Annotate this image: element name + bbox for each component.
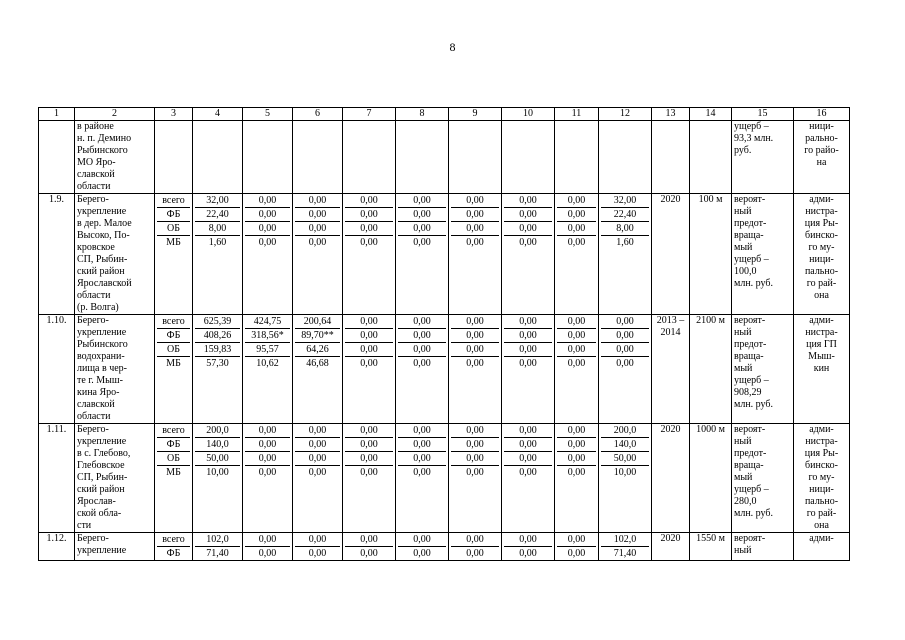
amount-cell (293, 533, 343, 561)
amount-value: 0,00 (398, 424, 446, 438)
amount-value: 0,00 (398, 208, 446, 222)
years: 2013 – 2014 (652, 315, 690, 424)
amount-value: 0,00 (504, 438, 552, 452)
amount-cell (343, 533, 396, 561)
header-cell: 1 (39, 108, 75, 121)
amount-value: 0,00 (504, 452, 552, 466)
amount-value: 22,40 (601, 208, 649, 222)
source-label: всего (157, 315, 190, 329)
amount-value: 0,00 (519, 467, 537, 478)
table-cell (396, 121, 449, 194)
source-label: ФБ (166, 548, 181, 559)
header-cell: 8 (396, 108, 449, 121)
amount-value: 0,00 (451, 329, 499, 343)
amount-value: 0,00 (245, 222, 290, 236)
amount-value: 0,00 (451, 438, 499, 452)
table-cell (555, 121, 599, 194)
amount-value: 0,00 (504, 533, 552, 547)
amount-cell (555, 424, 599, 533)
amount-value: 0,00 (451, 315, 499, 329)
amount-value: 0,00 (398, 533, 446, 547)
amount-value: 0,00 (451, 452, 499, 466)
amount-value: 0,00 (451, 194, 499, 208)
amount-value: 0,00 (504, 424, 552, 438)
table-cell (193, 121, 243, 194)
amount-value: 0,00 (504, 329, 552, 343)
amount-value: 0,00 (398, 329, 446, 343)
program-table (38, 107, 850, 561)
header-cell: 16 (794, 108, 850, 121)
amount-cell (449, 315, 502, 424)
amount-value: 50,00 (601, 452, 649, 466)
amount-value: 64,26 (295, 343, 340, 357)
amount-value: 0,00 (345, 438, 393, 452)
amount-cell (243, 424, 293, 533)
amount-value: 0,00 (345, 315, 393, 329)
amount-value: 0,00 (245, 533, 290, 547)
amount-cell (343, 315, 396, 424)
amount-cell (343, 424, 396, 533)
amount-value: 0,00 (413, 358, 431, 369)
source-label: ОБ (157, 222, 190, 236)
object-name: Берего- укрепление в дер. Малое Высоко, По- кровское СП, Рыбин- ский район Ярославской области (р. Волга) (75, 194, 155, 315)
amount-value: 10,62 (256, 358, 279, 369)
amount-value: 0,00 (557, 424, 596, 438)
header-cell: 3 (155, 108, 193, 121)
funding-sources (155, 315, 193, 424)
amount-value: 0,00 (519, 237, 537, 248)
amount-value: 0,00 (504, 208, 552, 222)
source-label: МБ (166, 467, 181, 478)
amount-value: 140,0 (195, 438, 240, 452)
header-cell: 12 (599, 108, 652, 121)
source-label: всего (157, 194, 190, 208)
amount-value: 0,00 (504, 222, 552, 236)
amount-value: 0,00 (451, 533, 499, 547)
header-cell: 14 (690, 108, 732, 121)
amount-value: 95,57 (245, 343, 290, 357)
funding-sources (155, 533, 193, 561)
amount-value: 424,75 (245, 315, 290, 329)
source-label: МБ (166, 358, 181, 369)
amount-value: 0,00 (345, 222, 393, 236)
header-cell: 15 (732, 108, 794, 121)
amount-value: 0,00 (557, 329, 596, 343)
amount-value: 0,00 (345, 194, 393, 208)
object-name: Берего- укрепление (75, 533, 155, 561)
amount-value: 57,30 (206, 358, 229, 369)
source-label: ФБ (157, 329, 190, 343)
amount-value: 0,00 (308, 467, 327, 478)
amount-value: 0,00 (466, 548, 484, 559)
table-row (39, 424, 850, 533)
row-number: 1.11. (39, 424, 75, 533)
amount-value: 0,00 (245, 194, 290, 208)
amount-cell (396, 315, 449, 424)
amount-value: 0,00 (258, 548, 277, 559)
amount-cell (293, 194, 343, 315)
amount-value: 0,00 (295, 438, 340, 452)
source-label: МБ (166, 237, 181, 248)
table-cell (690, 121, 732, 194)
amount-value: 1,60 (616, 237, 634, 248)
amount-value: 0,00 (557, 452, 596, 466)
source-label: всего (157, 533, 190, 547)
table-cell: в районе н. п. Демино Рыбинского МО Яро- славской области (75, 121, 155, 194)
header-cell: 2 (75, 108, 155, 121)
amount-value: 0,00 (557, 208, 596, 222)
amount-cell (193, 533, 243, 561)
amount-cell (555, 315, 599, 424)
amount-value: 0,00 (345, 208, 393, 222)
amount-value: 0,00 (413, 467, 431, 478)
table-row (39, 194, 850, 315)
source-label: всего (157, 424, 190, 438)
table-cell (599, 121, 652, 194)
amount-value: 0,00 (466, 358, 484, 369)
executor: адми- нистра- ция Ры- бинско- го му- ници- пально- го рай- она (794, 194, 850, 315)
header-cell: 5 (243, 108, 293, 121)
amount-value: 0,00 (567, 358, 586, 369)
row-number: 1.12. (39, 533, 75, 561)
row-number: 1.9. (39, 194, 75, 315)
amount-value: 0,00 (557, 343, 596, 357)
amount-value: 10,00 (206, 467, 229, 478)
amount-value: 0,00 (601, 343, 649, 357)
header-cell: 9 (449, 108, 502, 121)
amount-value: 0,00 (295, 222, 340, 236)
amount-cell (396, 424, 449, 533)
amount-cell (555, 194, 599, 315)
header-cell: 6 (293, 108, 343, 121)
amount-cell (193, 315, 243, 424)
amount-value: 0,00 (451, 208, 499, 222)
source-label: ОБ (157, 452, 190, 466)
damage-note: вероят- ный предот- враща- мый ущерб – 280,0 млн. руб. (732, 424, 794, 533)
amount-value: 32,00 (195, 194, 240, 208)
amount-value: 0,00 (557, 315, 596, 329)
table-cell: ущерб – 93,3 млн. руб. (732, 121, 794, 194)
table-cell (652, 121, 690, 194)
amount-value: 0,00 (398, 315, 446, 329)
damage-note: вероят- ный (732, 533, 794, 561)
amount-value: 0,00 (616, 358, 634, 369)
amount-value: 0,00 (345, 424, 393, 438)
funding-sources (155, 424, 193, 533)
amount-value: 0,00 (466, 237, 484, 248)
table-cell (343, 121, 396, 194)
amount-value: 89,70** (295, 329, 340, 343)
amount-value: 0,00 (360, 237, 378, 248)
amount-value: 0,00 (451, 424, 499, 438)
amount-value: 0,00 (451, 222, 499, 236)
amount-cell (599, 424, 652, 533)
amount-value: 0,00 (360, 467, 378, 478)
amount-value: 140,0 (601, 438, 649, 452)
amount-value: 0,00 (345, 452, 393, 466)
amount-value: 0,00 (413, 237, 431, 248)
executor: адми- нистра- ция ГП Мыш- кин (794, 315, 850, 424)
table-cell (243, 121, 293, 194)
damage-note: вероят- ный предот- враща- мый ущерб – 908,29 млн. руб. (732, 315, 794, 424)
amount-value: 0,00 (398, 194, 446, 208)
years: 2020 (652, 424, 690, 533)
table-row (39, 533, 850, 561)
amount-value: 408,26 (195, 329, 240, 343)
amount-cell (502, 424, 555, 533)
amount-value: 0,00 (398, 343, 446, 357)
amount-cell (193, 424, 243, 533)
amount-value: 0,00 (295, 208, 340, 222)
amount-value: 102,0 (195, 533, 240, 547)
amount-value: 200,64 (295, 315, 340, 329)
object-name: Берего- укрепление Рыбинского водохрани- лища в чер- те г. Мыш- кина Яро- славской области (75, 315, 155, 424)
amount-cell (293, 315, 343, 424)
amount-value: 0,00 (345, 329, 393, 343)
amount-value: 0,00 (557, 438, 596, 452)
row-number: 1.10. (39, 315, 75, 424)
amount-cell (193, 194, 243, 315)
amount-cell (599, 194, 652, 315)
amount-cell (599, 533, 652, 561)
funding-sources (155, 194, 193, 315)
amount-value: 0,00 (245, 208, 290, 222)
amount-value: 0,00 (567, 548, 586, 559)
amount-value: 0,00 (601, 329, 649, 343)
amount-value: 32,00 (601, 194, 649, 208)
amount-value: 0,00 (519, 358, 537, 369)
amount-value: 0,00 (245, 452, 290, 466)
amount-value: 8,00 (601, 222, 649, 236)
amount-value: 46,68 (306, 358, 329, 369)
table-row (39, 121, 850, 194)
executor: адми- (794, 533, 850, 561)
amount-value: 71,40 (206, 548, 229, 559)
amount-cell (243, 315, 293, 424)
amount-value: 625,39 (195, 315, 240, 329)
amount-value: 0,00 (360, 548, 378, 559)
source-label: ОБ (157, 343, 190, 357)
amount-value: 0,00 (295, 452, 340, 466)
length: 2100 м (690, 315, 732, 424)
amount-cell (243, 194, 293, 315)
amount-value: 0,00 (567, 467, 586, 478)
amount-cell (343, 194, 396, 315)
header-cell: 7 (343, 108, 396, 121)
amount-value: 0,00 (398, 438, 446, 452)
header-cell: 10 (502, 108, 555, 121)
amount-value: 0,00 (601, 315, 649, 329)
amount-value: 0,00 (308, 237, 327, 248)
amount-value: 0,00 (466, 467, 484, 478)
amount-value: 0,00 (504, 315, 552, 329)
amount-cell (293, 424, 343, 533)
amount-value: 200,0 (601, 424, 649, 438)
amount-cell (502, 315, 555, 424)
amount-value: 0,00 (398, 452, 446, 466)
length: 1550 м (690, 533, 732, 561)
header-cell: 11 (555, 108, 599, 121)
table-cell (293, 121, 343, 194)
amount-value: 0,00 (360, 358, 378, 369)
length: 100 м (690, 194, 732, 315)
years: 2020 (652, 194, 690, 315)
amount-value: 50,00 (195, 452, 240, 466)
header-row (39, 108, 850, 121)
amount-value: 0,00 (295, 533, 340, 547)
amount-cell (502, 533, 555, 561)
page-number: 8 (449, 40, 456, 54)
object-name: Берего- укрепление в с. Глебово, Глебовское СП, Рыбин- ский район Ярослав- ской обла- сти (75, 424, 155, 533)
amount-cell (396, 533, 449, 561)
amount-value: 0,00 (345, 343, 393, 357)
source-label: ФБ (157, 208, 190, 222)
amount-value: 0,00 (504, 194, 552, 208)
amount-cell (243, 533, 293, 561)
amount-value: 1,60 (208, 237, 227, 248)
table-row (39, 315, 850, 424)
amount-value: 22,40 (195, 208, 240, 222)
amount-cell (502, 194, 555, 315)
executor: адми- нистра- ция Ры- бинско- го му- ници- пально- го рай- она (794, 424, 850, 533)
header-cell: 4 (193, 108, 243, 121)
amount-value: 102,0 (601, 533, 649, 547)
amount-value: 0,00 (413, 548, 431, 559)
amount-value: 0,00 (504, 343, 552, 357)
amount-cell (396, 194, 449, 315)
amount-value: 200,0 (195, 424, 240, 438)
amount-value: 0,00 (345, 533, 393, 547)
amount-value: 0,00 (308, 548, 327, 559)
length: 1000 м (690, 424, 732, 533)
amount-value: 0,00 (557, 194, 596, 208)
amount-value: 10,00 (613, 467, 637, 478)
amount-value: 318,56* (245, 329, 290, 343)
amount-value: 0,00 (258, 237, 277, 248)
table-cell: ници- pально- го райо- на (794, 121, 850, 194)
amount-cell (599, 315, 652, 424)
amount-value: 0,00 (398, 222, 446, 236)
table-cell (502, 121, 555, 194)
table-cell (449, 121, 502, 194)
amount-cell (555, 533, 599, 561)
amount-value: 0,00 (295, 424, 340, 438)
amount-value: 0,00 (519, 548, 537, 559)
source-label: ФБ (157, 438, 190, 452)
amount-value: 0,00 (557, 222, 596, 236)
amount-value: 0,00 (567, 237, 586, 248)
amount-value: 0,00 (258, 467, 277, 478)
header-cell: 13 (652, 108, 690, 121)
amount-value: 0,00 (451, 343, 499, 357)
amount-value: 71,40 (613, 548, 637, 559)
amount-value: 0,00 (245, 424, 290, 438)
table-cell (39, 121, 75, 194)
years: 2020 (652, 533, 690, 561)
amount-value: 0,00 (557, 533, 596, 547)
amount-value: 8,00 (195, 222, 240, 236)
table-cell (155, 121, 193, 194)
amount-cell (449, 424, 502, 533)
amount-cell (449, 533, 502, 561)
amount-value: 0,00 (295, 194, 340, 208)
amount-value: 159,83 (195, 343, 240, 357)
amount-value: 0,00 (245, 438, 290, 452)
damage-note: вероят- ный предот- враща- мый ущерб – 100,0 млн. руб. (732, 194, 794, 315)
amount-cell (449, 194, 502, 315)
